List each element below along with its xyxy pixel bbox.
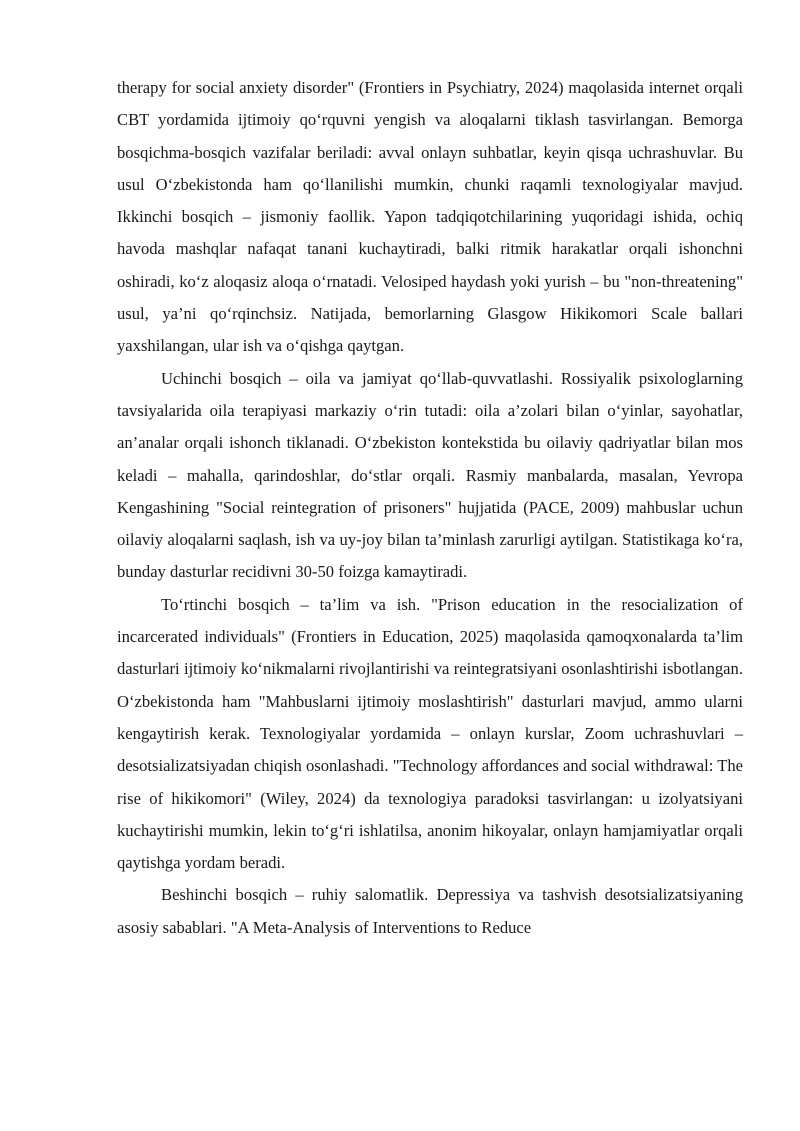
document-page xyxy=(117,72,743,944)
paragraph-continuation: therapy for social anxiety disorder" (Frontiers in Psychiatry, 2024) maqolasida internet orqali CBT yordamida ijtimoiy qo‘rquvni yengish va aloqalarni tiklash tasvirlangan. Bemorga bosqichma-bosqich vazifalar beriladi: avval onlayn suhbatlar, keyin qisqa uchrashuvlar. Bu usul O‘zbekistonda ham qo‘llanilishi mumkin, chunki raqamli texnologiyalar mavjud. Ikkinchi bosqich – jismoniy faollik. Yapon tadqiqotchilarining yuqoridagi ishida, ochiq havoda mashqlar nafaqat tanani kuchaytiradi, balki ritmik harakatlar orqali ishonchni oshiradi, ko‘z aloqasiz aloqa o‘rnatadi. Velosiped haydash yoki yurish – bu "non-threatening" usul, ya’ni qo‘rqinchsiz. Natijada, bemorlarning Glasgow Hikikomori Scale ballari yaxshilangan, ular ish va o‘qishga qaytgan. xyxy=(117,78,743,356)
paragraph-third-stage: Uchinchi bosqich – oila va jamiyat qo‘llab-quvvatlashi. Rossiyalik psixologlarning tavsiyalarida oila terapiyasi markaziy o‘rin tutadi: oila a’zolari bilan o‘yinlar, sayohatlar, an’analar orqali ishonch tiklanadi. O‘zbekiston kontekstida bu oilaviy qadriyatlar bilan mos keladi – mahalla, qarindoshlar, do‘stlar orqali. Rasmiy manbalarda, masalan, Yevropa Kengashining "Social reintegration of prisoners" hujjatida (PACE, 2009) mahbuslar uchun oilaviy aloqalarni saqlash, ish va uy-joy bilan ta’minlash zarurligi aytilgan. Statistikaga ko‘ra, bunday dasturlar recidivni 30-50 foizga kamaytiradi. xyxy=(117,368,743,582)
paragraph-fourth-stage: To‘rtinchi bosqich – ta’lim va ish. "Prison education in the resocialization of incarcerated individuals" (Frontiers in Education, 2025) maqolasida qamoqxonalarda ta’lim dasturlari ijtimoiy ko‘nikmalarni rivojlantirishi va reintegratsiyani osonlashtirishi isbotlangan. O‘zbekistonda ham "Mahbuslarni ijtimoiy moslashtirish" dasturlari mavjud, ammo ularni kengaytirish kerak. Texnologiyalar yordamida – onlayn kurslar, Zoom uchrashuvlari – desotsializatsiyadan chiqish osonlashadi. "Technology affordances and social withdrawal: The rise of hikikomori" (Wiley, 2024) da texnologiya paradoksi tasvirlangan: u izolyatsiyani kuchaytirishi mumkin, lekin to‘g‘ri ishlatilsa, anonim hikoyalar, onlayn hamjamiyatlar orqali qaytishga yordam beradi. xyxy=(117,594,743,873)
paragraph-fifth-stage: Beshinchi bosqich – ruhiy salomatlik. Depressiya va tashvish desotsializatsiyaning asosiy sabablari. "A Meta-Analysis of Interventions to Reduce xyxy=(117,885,743,937)
